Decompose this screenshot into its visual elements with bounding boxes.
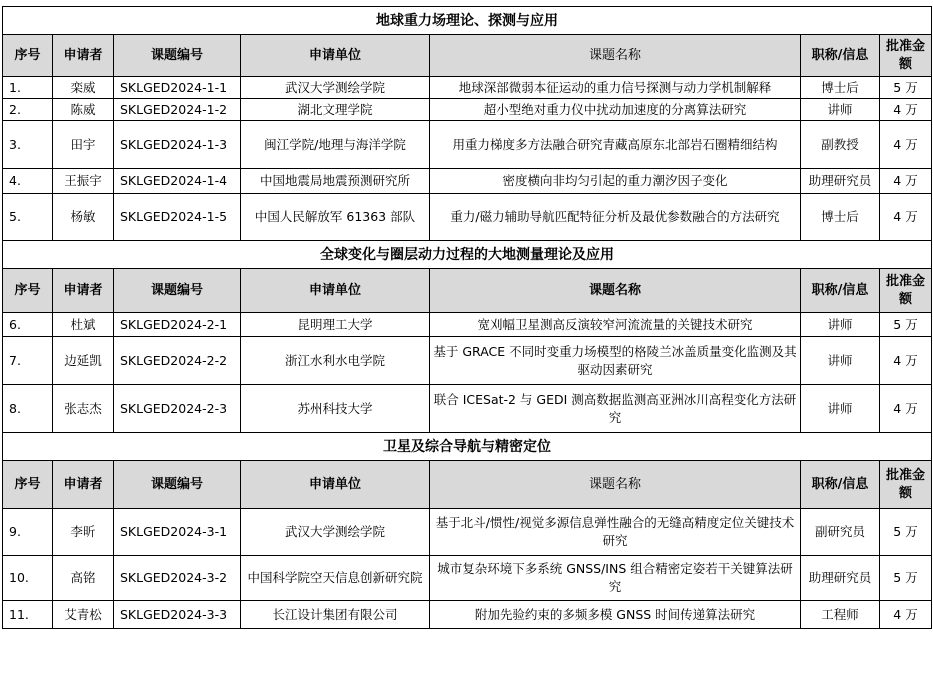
cell-topic: 重力/磁力辅助导航匹配特征分析及最优参数融合的方法研究 [430,194,801,241]
table-row [3,385,932,433]
cell-no: 7. [3,337,53,385]
header-topic: 课题名称 [430,461,801,509]
cell-topic: 用重力梯度多方法融合研究青藏高原东北部岩石圈精细结构 [430,121,801,169]
cell-amount: 5 万 [880,77,932,99]
table-row [3,169,932,194]
cell-position: 讲师 [801,313,880,337]
cell-position: 讲师 [801,99,880,121]
header-amount: 批准金额 [880,269,932,313]
cell-no: 3. [3,121,53,169]
cell-topic: 城市复杂环境下多系统 GNSS/INS 组合精密定姿若干关键算法研究 [430,556,801,601]
header-topic: 课题名称 [430,269,801,313]
header-no: 序号 [3,35,53,77]
cell-code: SKLGED2024-2-3 [114,385,241,433]
cell-amount: 4 万 [880,121,932,169]
cell-name: 杜斌 [53,313,114,337]
cell-no: 8. [3,385,53,433]
cell-code: SKLGED2024-1-2 [114,99,241,121]
header-applicant: 申请者 [53,461,114,509]
header-code: 课题编号 [114,269,241,313]
cell-no: 10. [3,556,53,601]
cell-amount: 5 万 [880,509,932,556]
header-org: 申请单位 [241,461,430,509]
cell-org: 武汉大学测绘学院 [241,77,430,99]
cell-no: 9. [3,509,53,556]
header-applicant: 申请者 [53,35,114,77]
header-no: 序号 [3,461,53,509]
cell-amount: 4 万 [880,194,932,241]
cell-topic: 超小型绝对重力仪中扰动加速度的分离算法研究 [430,99,801,121]
cell-name: 李昕 [53,509,114,556]
header-amount: 批准金额 [880,461,932,509]
cell-no: 6. [3,313,53,337]
cell-amount: 4 万 [880,337,932,385]
cell-amount: 5 万 [880,313,932,337]
table-row [3,337,932,385]
cell-name: 王振宇 [53,169,114,194]
cell-code: SKLGED2024-1-3 [114,121,241,169]
cell-amount: 4 万 [880,601,932,629]
cell-position: 讲师 [801,337,880,385]
header-no: 序号 [3,269,53,313]
cell-amount: 4 万 [880,385,932,433]
table-row [3,556,932,601]
cell-topic: 地球深部微弱本征运动的重力信号探测与动力学机制解释 [430,77,801,99]
cell-name: 田宇 [53,121,114,169]
header-position: 职称/信息 [801,269,880,313]
cell-code: SKLGED2024-1-4 [114,169,241,194]
cell-org: 浙江水利水电学院 [241,337,430,385]
cell-name: 杨敏 [53,194,114,241]
cell-code: SKLGED2024-2-1 [114,313,241,337]
cell-org: 中国地震局地震预测研究所 [241,169,430,194]
cell-amount: 5 万 [880,556,932,601]
cell-org: 长江设计集团有限公司 [241,601,430,629]
cell-amount: 4 万 [880,99,932,121]
cell-topic: 基于北斗/惯性/视觉多源信息弹性融合的无缝高精度定位关键技术研究 [430,509,801,556]
header-row [3,269,932,313]
section-title-row [3,241,932,269]
header-row [3,35,932,77]
cell-topic: 联合 ICESat-2 与 GEDI 测高数据监测高亚洲冰川高程变化方法研究 [430,385,801,433]
cell-org: 昆明理工大学 [241,313,430,337]
cell-code: SKLGED2024-3-3 [114,601,241,629]
cell-topic: 密度横向非均匀引起的重力潮汐因子变化 [430,169,801,194]
cell-code: SKLGED2024-3-1 [114,509,241,556]
cell-code: SKLGED2024-1-1 [114,77,241,99]
table-row [3,77,932,99]
table-row [3,121,932,169]
cell-code: SKLGED2024-3-2 [114,556,241,601]
header-position: 职称/信息 [801,35,880,77]
cell-topic: 宽刈幅卫星测高反演较窄河流流量的关键技术研究 [430,313,801,337]
cell-position: 助理研究员 [801,169,880,194]
table-row [3,509,932,556]
grant-table [2,6,932,629]
header-amount: 批准金额 [880,35,932,77]
cell-name: 高铭 [53,556,114,601]
cell-org: 闽江学院/地理与海洋学院 [241,121,430,169]
table-row [3,194,932,241]
cell-position: 博士后 [801,77,880,99]
cell-position: 副研究员 [801,509,880,556]
header-topic: 课题名称 [430,35,801,77]
cell-no: 2. [3,99,53,121]
cell-topic: 基于 GRACE 不同时变重力场模型的格陵兰冰盖质量变化监测及其驱动因素研究 [430,337,801,385]
header-applicant: 申请者 [53,269,114,313]
table-row [3,99,932,121]
header-position: 职称/信息 [801,461,880,509]
section-title-row [3,433,932,461]
header-row [3,461,932,509]
section-title: 全球变化与圈层动力过程的大地测量理论及应用 [3,241,932,269]
cell-code: SKLGED2024-1-5 [114,194,241,241]
cell-position: 工程师 [801,601,880,629]
cell-name: 栾威 [53,77,114,99]
cell-position: 博士后 [801,194,880,241]
table-row [3,601,932,629]
cell-name: 陈威 [53,99,114,121]
cell-no: 5. [3,194,53,241]
section-title: 地球重力场理论、探测与应用 [3,7,932,35]
cell-org: 中国科学院空天信息创新研究院 [241,556,430,601]
cell-position: 副教授 [801,121,880,169]
cell-position: 讲师 [801,385,880,433]
header-code: 课题编号 [114,35,241,77]
header-org: 申请单位 [241,269,430,313]
cell-no: 1. [3,77,53,99]
cell-org: 苏州科技大学 [241,385,430,433]
cell-name: 艾青松 [53,601,114,629]
cell-code: SKLGED2024-2-2 [114,337,241,385]
cell-no: 4. [3,169,53,194]
section-title: 卫星及综合导航与精密定位 [3,433,932,461]
cell-org: 湖北文理学院 [241,99,430,121]
cell-name: 张志杰 [53,385,114,433]
cell-position: 助理研究员 [801,556,880,601]
cell-org: 武汉大学测绘学院 [241,509,430,556]
header-org: 申请单位 [241,35,430,77]
cell-org: 中国人民解放军 61363 部队 [241,194,430,241]
cell-name: 边延凯 [53,337,114,385]
section-title-row [3,7,932,35]
cell-topic: 附加先验约束的多频多模 GNSS 时间传递算法研究 [430,601,801,629]
table-row [3,313,932,337]
cell-no: 11. [3,601,53,629]
cell-amount: 4 万 [880,169,932,194]
header-code: 课题编号 [114,461,241,509]
